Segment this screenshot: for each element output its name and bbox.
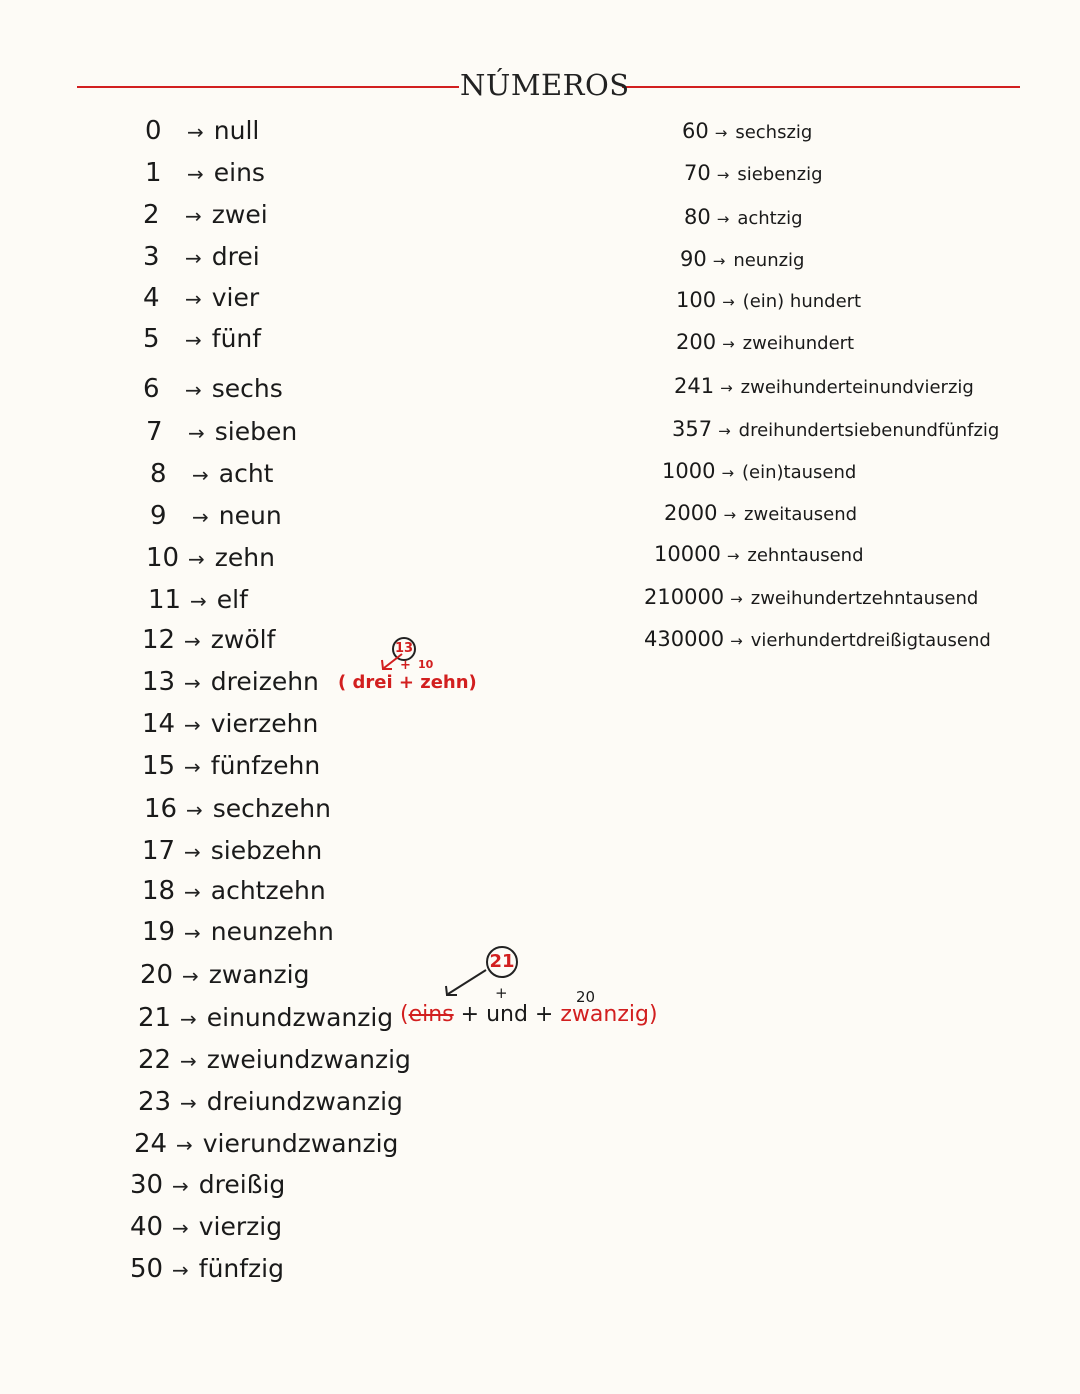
right-arrow-icon: → (730, 590, 743, 608)
right-arrow-icon: → (184, 629, 201, 653)
right-arrow-icon: → (730, 632, 743, 650)
number-word: zehntausend (747, 545, 864, 566)
number-word: elf (216, 585, 248, 614)
number-entry (130, 1212, 282, 1242)
number-entry (142, 751, 320, 781)
number-word: zwölf (210, 625, 276, 654)
right-arrow-icon: → (726, 547, 740, 565)
number-digit: 200 (676, 330, 717, 354)
number-word: zehn (214, 543, 275, 572)
number-digit: 0 (145, 116, 162, 146)
number-entry (138, 1003, 393, 1033)
number-entry (145, 116, 259, 146)
right-arrow-icon: → (184, 671, 201, 695)
right-arrow-icon: → (180, 1007, 197, 1031)
note-21-und: + und + (460, 1002, 554, 1027)
number-word: zweiundzwanzig (206, 1045, 411, 1074)
number-word: drei (211, 242, 260, 271)
note-21-arrow-icon (442, 966, 492, 1000)
number-entry (138, 1045, 411, 1075)
number-entry (664, 501, 857, 525)
number-digit: 1000 (662, 459, 716, 483)
number-word: neunzig (733, 250, 805, 271)
number-entry (684, 205, 803, 229)
right-arrow-icon: → (184, 921, 201, 945)
number-word: neun (218, 501, 282, 530)
right-arrow-icon: → (184, 755, 201, 779)
number-digit: 70 (684, 161, 711, 185)
right-arrow-icon: → (712, 252, 726, 270)
number-word: fünfzehn (210, 751, 321, 780)
number-word: siebenzig (737, 164, 823, 185)
number-word: vierundzwanzig (202, 1129, 399, 1158)
number-word: dreihundertsiebenundfünfzig (738, 420, 1000, 441)
right-arrow-icon: → (718, 422, 731, 440)
number-digit: 90 (680, 247, 707, 271)
number-digit: 7 (146, 417, 163, 447)
number-word: eins (213, 158, 265, 187)
number-entry (148, 585, 248, 615)
number-digit: 9 (150, 501, 167, 531)
number-digit: 1 (145, 158, 162, 188)
number-word: sechs (211, 374, 283, 403)
number-entry (142, 917, 334, 947)
number-digit: 17 (142, 836, 176, 866)
right-arrow-icon: → (187, 162, 204, 186)
number-word: sechszig (735, 122, 813, 143)
number-entry (143, 324, 261, 354)
number-entry (146, 543, 275, 573)
note-21-eins: eins (408, 1002, 454, 1027)
right-arrow-icon: → (176, 1133, 193, 1157)
number-word: neunzehn (210, 917, 334, 946)
number-entry (682, 119, 812, 143)
title-rule-left (77, 86, 459, 88)
number-word: acht (218, 459, 274, 488)
number-entry (138, 1087, 403, 1117)
right-arrow-icon: → (185, 287, 202, 311)
number-word: vierzehn (210, 709, 319, 738)
right-arrow-icon: → (722, 293, 735, 311)
number-entry (142, 836, 322, 866)
note-21-close-paren: ) (648, 1002, 658, 1027)
number-digit: 357 (672, 417, 713, 441)
number-digit: 18 (142, 876, 176, 906)
number-digit: 6 (143, 374, 160, 404)
number-word: zweihunderteinundvierzig (740, 377, 974, 398)
number-digit: 19 (142, 917, 176, 947)
right-arrow-icon: → (714, 124, 728, 142)
number-entry (142, 667, 319, 697)
number-digit: 16 (144, 794, 178, 824)
right-arrow-icon: → (190, 589, 207, 613)
number-digit: 12 (142, 625, 176, 655)
number-digit: 2 (143, 200, 160, 230)
number-entry (672, 417, 999, 441)
number-digit: 60 (682, 119, 709, 143)
number-entry (150, 459, 273, 489)
number-digit: 10000 (654, 542, 721, 566)
right-arrow-icon: → (180, 1049, 197, 1073)
number-entry (680, 247, 805, 271)
number-digit: 13 (142, 667, 176, 697)
number-digit: 80 (684, 205, 711, 229)
note-21-plus: + (495, 984, 508, 1002)
right-arrow-icon: → (172, 1216, 189, 1240)
right-arrow-icon: → (720, 379, 733, 397)
number-word: sieben (214, 417, 298, 446)
number-digit: 4 (143, 283, 160, 313)
right-arrow-icon: → (185, 378, 202, 402)
number-word: achtzig (737, 208, 803, 229)
right-arrow-icon: → (188, 421, 205, 445)
number-digit: 21 (138, 1003, 172, 1033)
number-entry (143, 242, 260, 272)
right-arrow-icon: → (185, 246, 202, 270)
note-13-breakdown: ( drei + zehn) (338, 672, 477, 693)
right-arrow-icon: → (716, 166, 730, 184)
number-word: vierhundertdreißigtausend (750, 630, 991, 651)
right-arrow-icon: → (188, 547, 205, 571)
number-digit: 5 (143, 324, 160, 354)
number-digit: 14 (142, 709, 176, 739)
number-word: zweihundertzehntausend (750, 588, 979, 609)
number-entry (143, 374, 283, 404)
number-digit: 50 (130, 1254, 164, 1284)
number-word: siebzehn (210, 836, 323, 865)
number-word: vierzig (198, 1212, 283, 1241)
number-word: zwei (211, 200, 268, 229)
number-entry (654, 542, 864, 566)
right-arrow-icon: → (172, 1174, 189, 1198)
number-digit: 2000 (664, 501, 718, 525)
right-arrow-icon: → (187, 120, 204, 144)
number-digit: 24 (134, 1129, 168, 1159)
page-title: NÚMEROS (460, 68, 630, 102)
number-word: fünfzig (198, 1254, 284, 1283)
number-digit: 23 (138, 1087, 172, 1117)
number-entry (130, 1170, 285, 1200)
number-word: dreißig (198, 1170, 286, 1199)
note-21-breakdown (400, 1002, 658, 1027)
number-entry (142, 625, 275, 655)
note-21-zwanzig: zwanzig (560, 1002, 649, 1027)
number-word: null (213, 116, 260, 145)
number-word: zweitausend (744, 504, 858, 525)
right-arrow-icon: → (723, 506, 737, 524)
right-arrow-icon: → (172, 1258, 189, 1282)
number-entry (145, 158, 265, 188)
note-21-twenty: 20 (576, 988, 596, 1006)
note-21-circle: 21 (486, 946, 518, 978)
number-entry (644, 627, 991, 651)
note-21-open-paren: ( (400, 1002, 409, 1027)
number-entry (143, 200, 268, 230)
title-rule-right (622, 86, 1020, 88)
right-arrow-icon: → (186, 798, 203, 822)
number-word: fünf (211, 324, 262, 353)
number-entry (676, 288, 861, 312)
number-digit: 100 (676, 288, 717, 312)
number-digit: 30 (130, 1170, 164, 1200)
note-13-ten: 10 (418, 658, 434, 671)
right-arrow-icon: → (184, 880, 201, 904)
number-entry (676, 330, 854, 354)
right-arrow-icon: → (185, 328, 202, 352)
right-arrow-icon: → (716, 210, 730, 228)
number-digit: 430000 (644, 627, 725, 651)
right-arrow-icon: → (721, 464, 735, 482)
number-entry (146, 417, 297, 447)
number-entry (662, 459, 856, 483)
right-arrow-icon: → (722, 335, 735, 353)
number-word: (ein)tausend (742, 462, 857, 483)
number-word: einundzwanzig (206, 1003, 394, 1032)
number-entry (140, 960, 309, 990)
right-arrow-icon: → (184, 713, 201, 737)
number-digit: 11 (148, 585, 182, 615)
number-entry (134, 1129, 398, 1159)
number-digit: 8 (150, 459, 167, 489)
number-word: sechzehn (212, 794, 331, 823)
number-entry (644, 585, 978, 609)
right-arrow-icon: → (192, 505, 209, 529)
number-word: dreiundzwanzig (206, 1087, 403, 1116)
number-entry (142, 709, 318, 739)
number-entry (684, 161, 823, 185)
number-digit: 241 (674, 374, 715, 398)
number-word: achtzehn (210, 876, 326, 905)
right-arrow-icon: → (182, 964, 199, 988)
right-arrow-icon: → (192, 463, 209, 487)
number-word: zwanzig (208, 960, 310, 989)
right-arrow-icon: → (185, 204, 202, 228)
number-entry (144, 794, 331, 824)
right-arrow-icon: → (184, 840, 201, 864)
number-digit: 20 (140, 960, 174, 990)
number-digit: 10 (146, 543, 180, 573)
number-word: dreizehn (210, 667, 319, 696)
right-arrow-icon: → (180, 1091, 197, 1115)
number-digit: 210000 (644, 585, 725, 609)
number-entry (142, 876, 326, 906)
number-digit: 15 (142, 751, 176, 781)
number-digit: 22 (138, 1045, 172, 1075)
number-word: zweihundert (742, 333, 855, 354)
number-word: vier (211, 283, 260, 312)
number-word: (ein) hundert (742, 291, 862, 312)
note-13-plus: + (400, 658, 411, 673)
number-entry (143, 283, 259, 313)
number-entry (150, 501, 282, 531)
number-entry (130, 1254, 284, 1284)
note-13-circle: 13 (392, 637, 416, 661)
number-entry (674, 374, 974, 398)
number-digit: 3 (143, 242, 160, 272)
number-digit: 40 (130, 1212, 164, 1242)
